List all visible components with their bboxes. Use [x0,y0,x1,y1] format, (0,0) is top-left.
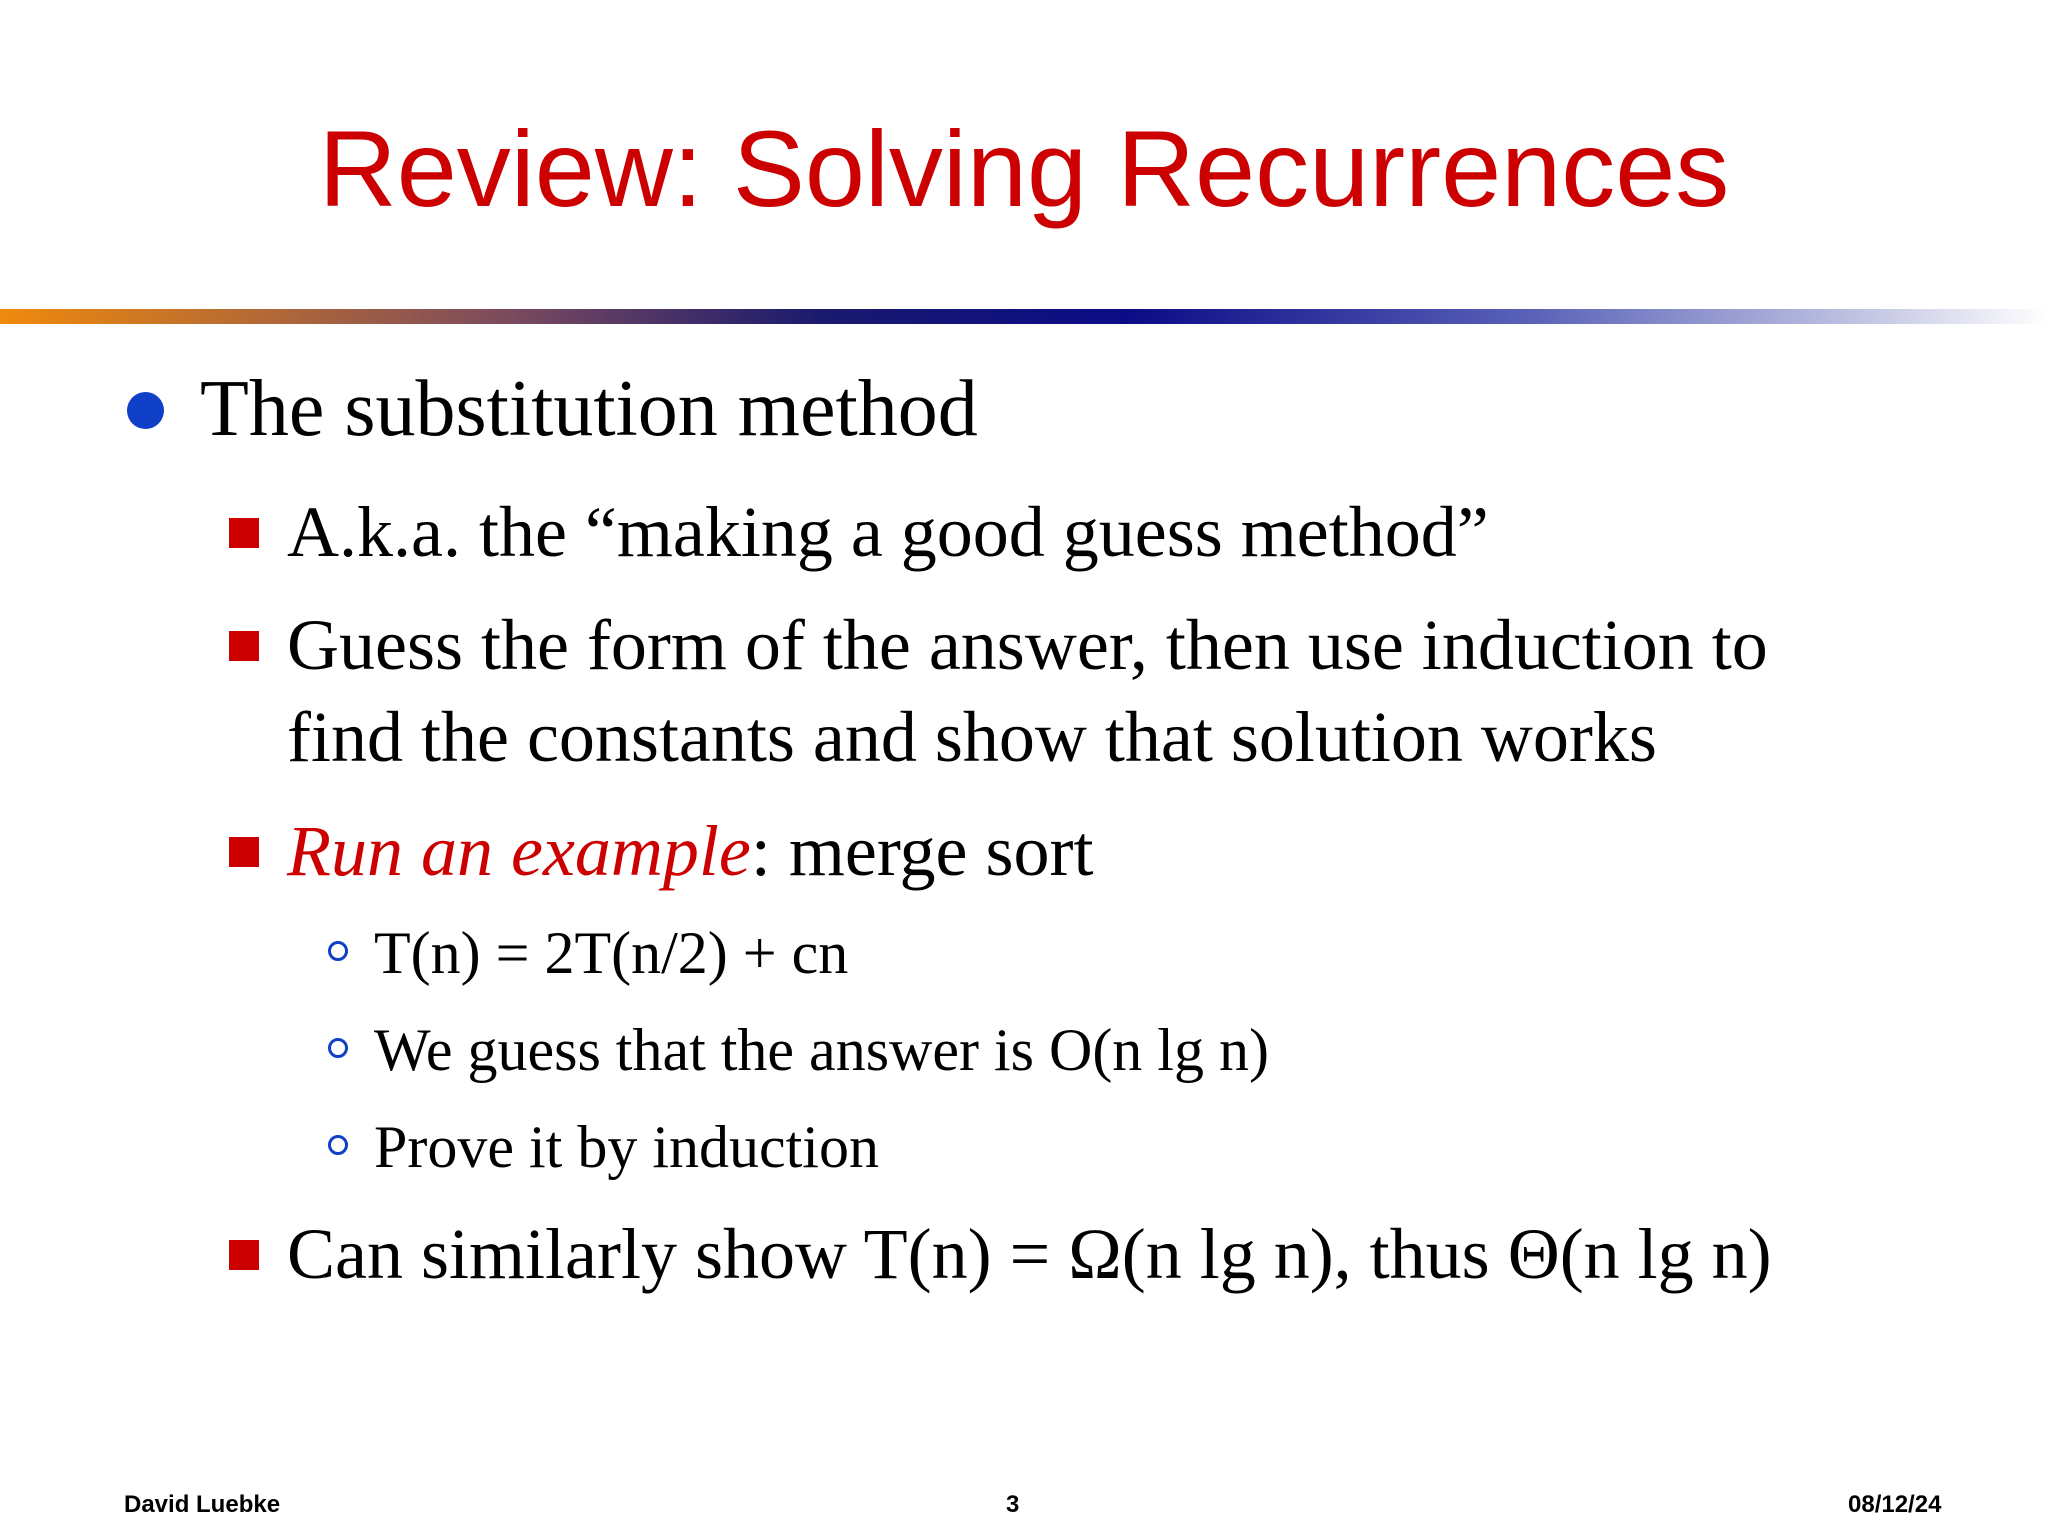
footer-date: 08/12/24 [1848,1491,1942,1518]
subbullet-similarly: Can similarly show T(n) = Ω(n lg n), thus Θ(n lg n) [287,1214,1772,1294]
subsubbullet-recurrence: T(n) = 2T(n/2) + cn [374,920,849,986]
subbullet-guess-line-1: Guess the form of the answer, then use induction to [287,605,1768,685]
subbullet-run-example [287,806,1093,896]
bullet-circle-icon [328,941,348,961]
subsubbullet-prove: Prove it by induction [374,1114,879,1180]
footer-author: David Luebke [124,1491,281,1518]
bullet-substitution-method: The substitution method [200,365,978,453]
bullet-square-icon [229,837,259,867]
slide-title: Review: Solving Recurrences [318,108,1730,229]
title-divider [0,309,2048,324]
bullet-circle-icon [328,1038,348,1058]
bullet-square-icon [229,1240,259,1270]
bullet-circle-icon [328,1135,348,1155]
run-example-rest: : merge sort [750,811,1094,891]
bullet-square-icon [229,631,259,661]
subbullet-aka: A.k.a. the “making a good guess method” [287,492,1489,572]
bullet-dot-icon [127,392,164,429]
run-example-emphasis: Run an example [287,811,751,891]
footer-page-number: 3 [1006,1491,1020,1518]
subsubbullet-guess-answer: We guess that the answer is O(n lg n) [374,1017,1269,1083]
subbullet-guess-line-2: find the constants and show that solution works [287,697,1657,777]
bullet-square-icon [229,518,259,548]
